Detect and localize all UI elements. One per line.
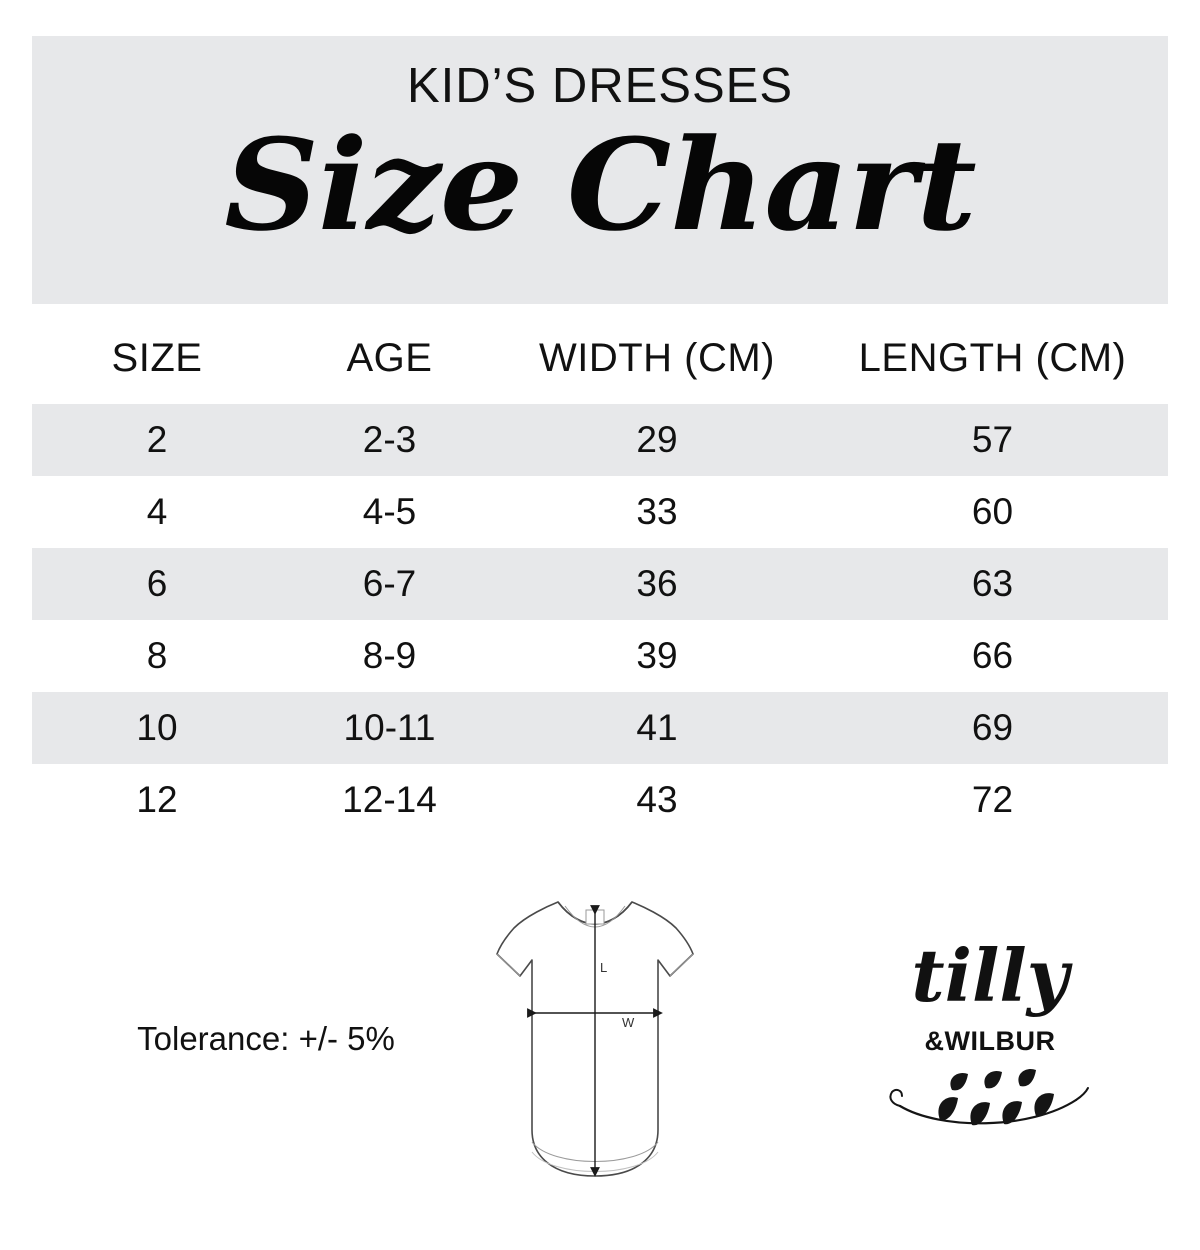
- table-row: [32, 764, 1168, 836]
- brand-name-secondary: &WILBUR: [924, 1026, 1056, 1056]
- dress-measurement-diagram: [470, 880, 720, 1190]
- cell-width: 39: [636, 635, 678, 676]
- size-table: [32, 312, 1168, 836]
- width-label: W: [622, 1015, 635, 1030]
- cell-length: 60: [971, 491, 1014, 532]
- cell-age: 6-7: [362, 563, 417, 604]
- cell-age: 2-3: [362, 419, 417, 460]
- cell-size: 4: [146, 491, 168, 532]
- column-header-size: SIZE: [111, 335, 203, 380]
- cell-age: 10-11: [343, 707, 436, 748]
- cell-size: 6: [146, 563, 168, 604]
- tolerance-note: Tolerance: +/- 5%: [137, 1020, 395, 1057]
- cell-width: 36: [636, 563, 678, 604]
- table-row: [32, 692, 1168, 764]
- length-label: L: [600, 960, 608, 975]
- cell-length: 69: [971, 707, 1014, 748]
- cell-width: 33: [636, 491, 678, 532]
- cell-age: 12-14: [342, 779, 437, 820]
- table-row: [32, 548, 1168, 620]
- header-band: [32, 36, 1168, 304]
- column-header-age: AGE: [346, 335, 433, 380]
- table-row: [32, 476, 1168, 548]
- brand-name-primary: tilly: [911, 933, 1069, 1018]
- cell-age: 4-5: [362, 491, 417, 532]
- cell-width: 43: [636, 779, 678, 820]
- cell-size: 12: [136, 779, 178, 820]
- cell-age: 8-9: [362, 635, 417, 676]
- header-kicker: KID’S DRESSES: [406, 59, 794, 113]
- cell-length: 66: [971, 635, 1014, 676]
- table-header-row: [32, 312, 1168, 404]
- cell-length: 57: [971, 419, 1014, 460]
- table-row: [32, 404, 1168, 476]
- leaf-branch-icon: [880, 1060, 1100, 1140]
- dress-icon: [470, 880, 720, 1190]
- page-title: Size Chart: [224, 111, 976, 259]
- cell-width: 29: [636, 419, 678, 460]
- column-header-length: LENGTH (CM): [858, 335, 1127, 380]
- cell-size: 10: [136, 707, 178, 748]
- table-row: [32, 620, 1168, 692]
- cell-size: 8: [146, 635, 168, 676]
- cell-size: 2: [146, 419, 168, 460]
- brand-logo: [880, 933, 1100, 1150]
- column-header-width: WIDTH (CM): [538, 335, 776, 380]
- cell-width: 41: [636, 707, 678, 748]
- cell-length: 63: [971, 563, 1014, 604]
- cell-length: 72: [971, 779, 1014, 820]
